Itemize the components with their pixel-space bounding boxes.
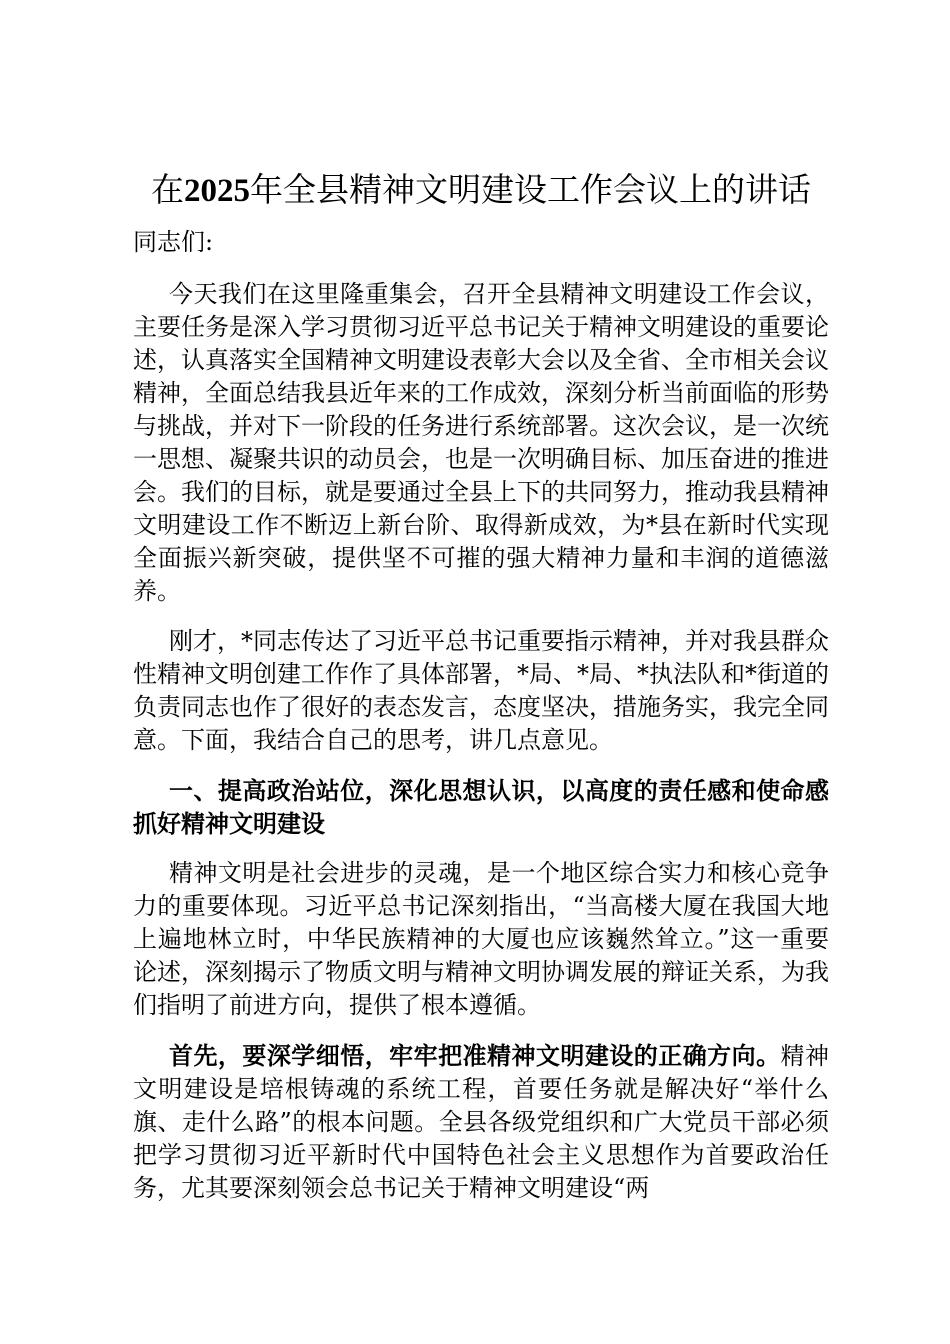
salutation: 同志们: <box>133 228 214 256</box>
section-1-point-1 <box>133 1039 829 1205</box>
second-paragraph: 刚才，*同志传达了习近平总书记重要指示精神，并对我县群众性精神文明创建工作作了具体部署，*局、*局、*执法队和*街道的负责同志也作了很好的表态发言，态度坚决，措施务实，我完全同意。下面，我结合自己的思考，讲几点意见。 <box>133 627 829 754</box>
section-heading-1: 一、提高政治站位，深化思想认识，以高度的责任感和使命感抓好精神文明建设 <box>133 776 829 838</box>
opening-paragraph: 今天我们在这里隆重集会，召开全县精神文明建设工作会议，主要任务是深入学习贯彻习近平总书记关于精神文明建设的重要论述，认真落实全国精神文明建设表彰大会以及全省、全市相关会议精神，全面总结我县近年来的工作成效，深刻分析当前面临的形势与挑战，并对下一阶段的任务进行系统部署。这次会议，是一次统一思想、凝聚共识的动员会，也是一次明确目标、加压奋进的推进会。我们的目标，就是要通过全县上下的共同努力，推动我县精神文明建设工作不断迈上新台阶、取得新成效，为*县在新时代实现全面振兴新突破，提供坚不可摧的强大精神力量和丰润的道德滋养。 <box>133 280 829 605</box>
document-body <box>133 166 829 1222</box>
point-1-body: 精神文明建设是培根铸魂的系统工程，首要任务就是解决好“举什么旗、走什么路”的根本问题。全县各级党组织和广大党员干部必须把学习贯彻习近平新时代中国特色社会主义思想作为首要政治任务，尤其要深刻领会总书记关于精神文明建设“两 <box>133 1042 830 1202</box>
title-prefix: 在 <box>151 170 184 209</box>
section-1-paragraph: 精神文明是社会进步的灵魂，是一个地区综合实力和核心竞争力的重要体现。习近平总书记深刻指出，“当高楼大厦在我国大地上遍地林立时，中华民族精神的大厦也应该巍然耸立。”这一重要论述，深刻揭示了物质文明与精神文明协调发展的辩证关系，为我们指明了前进方向，提供了根本遵循。 <box>133 859 829 1019</box>
point-1-lead: 首先，要深学细悟，牢牢把准精神文明建设的正确方向。 <box>169 1041 781 1070</box>
title-suffix: 年全县精神文明建设工作会议上的讲话 <box>250 170 811 209</box>
title-year: 2025 <box>184 173 250 209</box>
document-title <box>113 166 849 215</box>
